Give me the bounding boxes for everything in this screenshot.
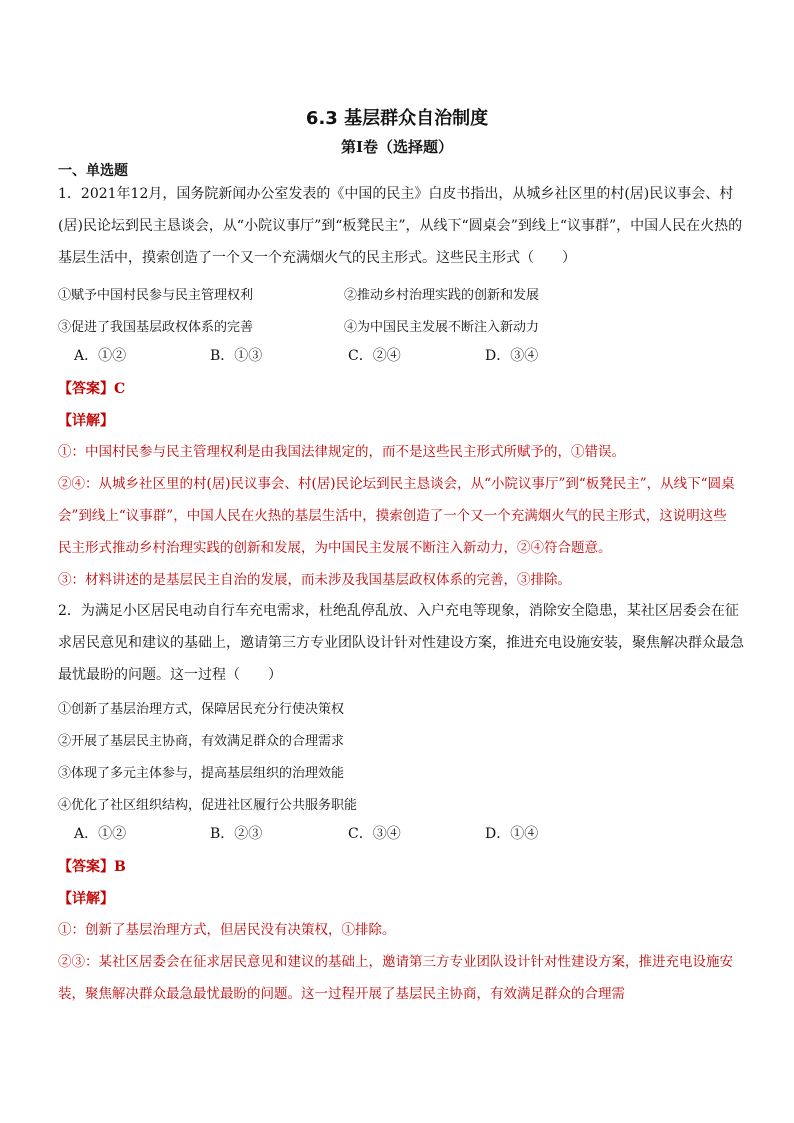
q2-statement-3: ③体现了多元主体参与，提高基层组织的治理效能 — [58, 766, 345, 781]
q2-detail-label: 【详解】 — [58, 891, 114, 907]
page-title: 6.3 基层群众自治制度 — [305, 108, 489, 129]
question-1-stem: 1．2021年12月，国务院新闻办公室发表的《中国的民主》白皮书指出，从城乡社区里的村(居)民议事会、村(居)民论坛到民主恳谈会，从“小院议事厅”到“板凳民主”，从线下“圆桌会”到线上“议事群”，中国人民在火热的基层生活中，摸索创造了一个又一个充满烟火气的民主形式。这些民主形式（ ） — [58, 186, 743, 266]
q1-detail-label: 【详解】 — [58, 413, 114, 429]
q1-explanation-3: ③：材料讲述的是基层民主自治的发展，而未涉及我国基层政权体系的完善，③排除。 — [58, 572, 571, 588]
q2-choice-c: C．③④ — [348, 826, 401, 842]
q1-answer: 【答案】C — [58, 381, 126, 397]
question-2-stem: 2．为满足小区居民电动自行车充电需求，杜绝乱停乱放、入户充电等现象，消除安全隐患，某社区居委会在征求居民意见和建议的基础上，邀请第三方专业团队设计针对性建设方案，推进充电设施安装，聚焦解决群众最急最忧最盼的问题。这一过程（ ） — [58, 603, 744, 683]
q1-choice-c: C．②④ — [348, 348, 401, 364]
q1-statement-2: ②推动乡村治理实践的创新和发展 — [344, 288, 540, 303]
q2-explanation-1: ①：创新了基层治理方式，但居民没有决策权，①排除。 — [58, 922, 396, 938]
q1-statement-3: ③促进了我国基层政权体系的完善 — [58, 320, 254, 335]
q1-statement-1: ①赋予中国村民参与民主管理权利 — [58, 288, 254, 303]
q1-statement-4: ④为中国民主发展不断注入新动力 — [344, 320, 540, 335]
q2-explanation-2: ②③：某社区居委会在征求居民意见和建议的基础上，邀请第三方专业团队设计针对性建设方案，推进充电设施安装，聚焦解决群众最急最忧最盼的问题。这一过程开展了基层民主协商，有效满足群众的合理需 — [58, 954, 733, 1002]
q1-choice-b: B．①③ — [210, 348, 263, 364]
q2-answer: 【答案】B — [58, 859, 126, 875]
q1-choice-d: D．③④ — [485, 348, 539, 364]
q2-statement-4: ④优化了社区组织结构，促进社区履行公共服务职能 — [58, 798, 358, 813]
section-heading: 一、单选题 — [58, 163, 128, 179]
volume-subtitle: 第I卷（选择题） — [340, 138, 454, 156]
q2-choice-b: B．②③ — [210, 826, 263, 842]
q1-explanation-2: ②④：从城乡社区里的村(居)民议事会、村(居)民论坛到民主恳谈会，从“小院议事厅”到“板凳民主”，从线下“圆桌会”到线上“议事群”，中国人民在火热的基层生活中，摸索创造了一个又一个充满烟火气的民主形式，这说明这些民主形式推动乡村治理实践的创新和发展，为中国民主发展不断注入新动力，②④符合题意。 — [58, 476, 735, 556]
q2-statement-2: ②开展了基层民主协商，有效满足群众的合理需求 — [58, 734, 345, 749]
q1-explanation-1: ①：中国村民参与民主管理权利是由我国法律规定的，而不是这些民主形式所赋予的，①错误。 — [58, 444, 625, 460]
q2-choice-a: A．①② — [74, 826, 127, 842]
q1-choice-a: A．①② — [74, 348, 127, 364]
q2-statement-1: ①创新了基层治理方式，保障居民充分行使决策权 — [58, 702, 345, 717]
q2-choice-d: D．①④ — [485, 826, 539, 842]
